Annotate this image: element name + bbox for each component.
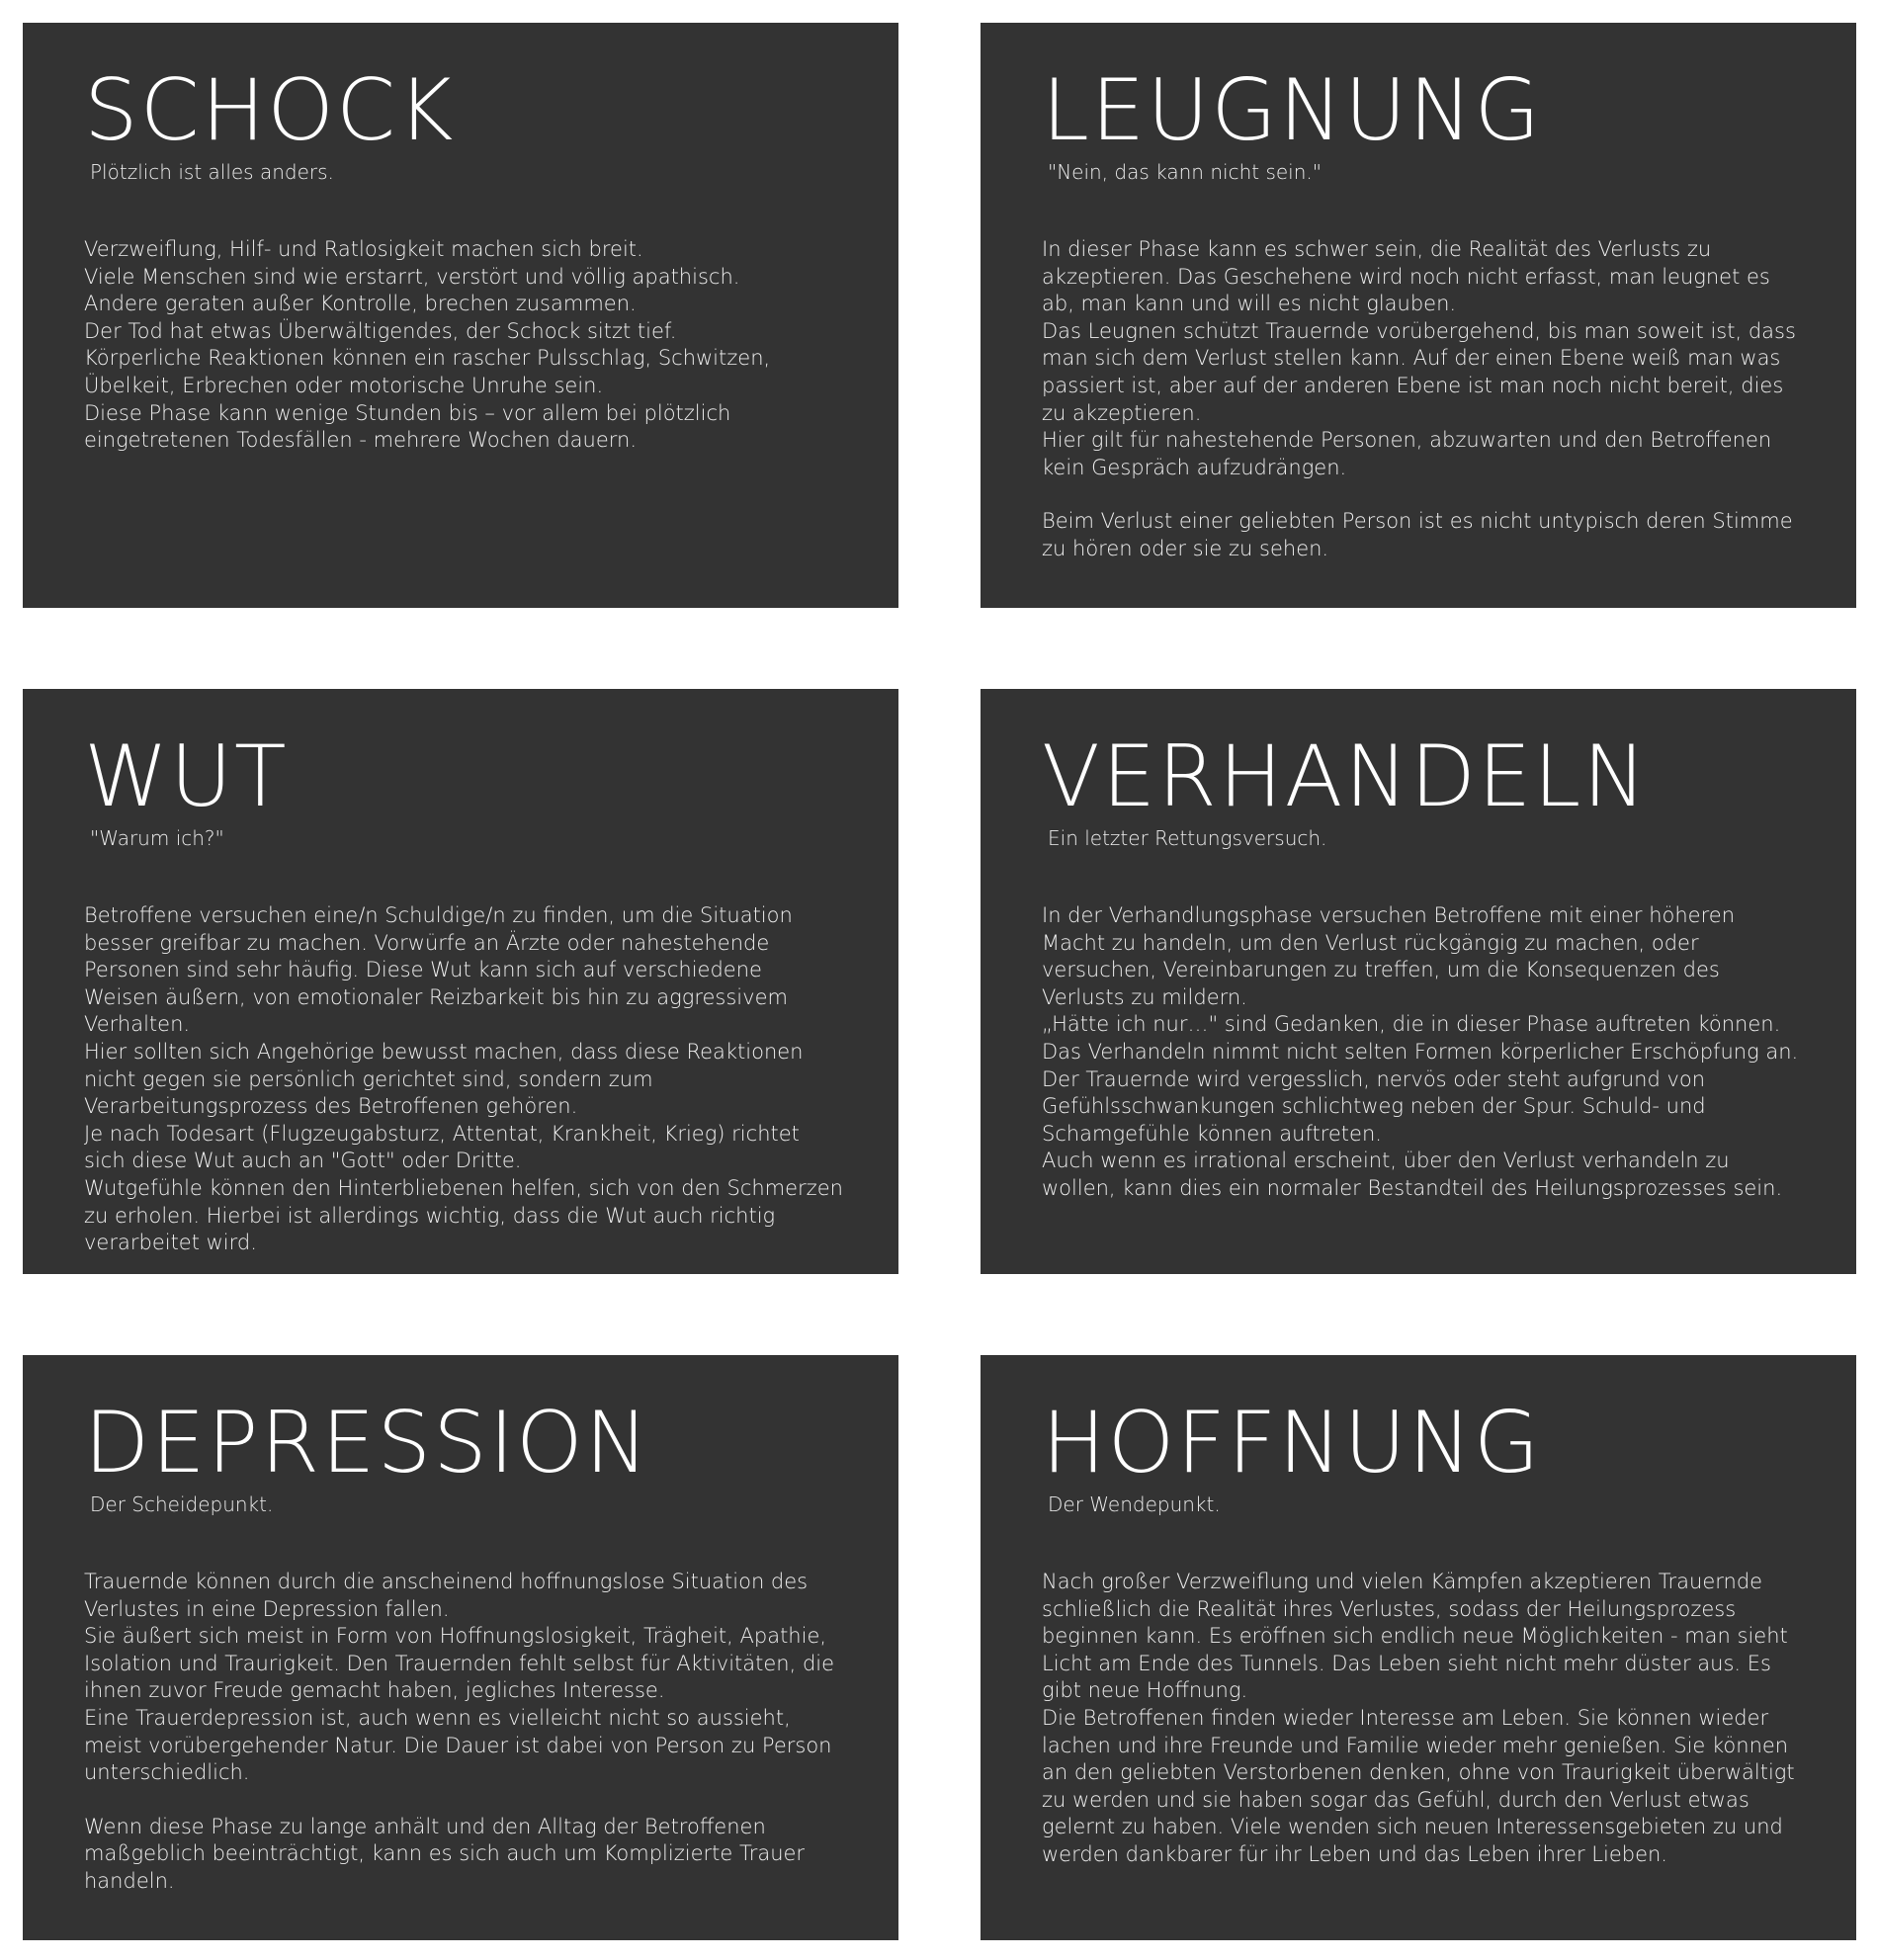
card-subtitle: Der Wendepunkt. [1048,1492,1221,1516]
card-body [1042,236,1801,563]
card-body-text: Verzweiflung, Hilf- und Ratlosigkeit machen sich breit. Viele Menschen sind wie erstarrt, verstört und völlig apathisch. Andere geraten außer Kontrolle, brechen zusammen. Der Tod hat etwas Überwältigendes, der Schock sitzt tief. Körperliche Reaktionen können ein rascher Pulsschlag, Schwitzen, Übelkeit, Erbrechen oder motorische Unruhe sein. Diese Phase kann wenige Stunden bis – vor allem bei plötzlich eingetretenen Todesfällen - mehrere Wochen dauern. [84,237,771,453]
card-denial [981,23,1856,608]
card-anger [23,689,898,1274]
card-body [84,236,843,455]
card-title: WUT [84,727,289,826]
card-subtitle: "Nein, das kann nicht sein." [1048,160,1322,184]
card-title: VERHANDELN [1042,727,1649,826]
card-subtitle: "Warum ich?" [90,826,224,850]
card-subtitle: Ein letzter Rettungsversuch. [1048,826,1327,850]
card-body-text: Nach großer Verzweiflung und vielen Kämpfen akzeptieren Trauernde schließlich die Realität ihres Verlustes, sodass der Heilungsprozess beginnen kann. Es eröffnen sich endlich neue Möglichkeiten - man sieht Licht am Ende des Tunnels. Das Leben sieht nicht mehr düster aus. Es gibt neue Hoffnung. Die Betroffenen finden wieder Interesse am Leben. Sie können wieder lachen und ihre Freunde und Familie wieder mehr genießen. Sie können an den geliebten Verstorbenen denken, ohne von Traurigkeit überwältigt zu werden und sie haben sogar das Gefühl, durch den Verlust etwas gelernt zu haben. Viele wenden sich neuen Interessensgebieten zu und werden dankbarer für ihr Leben und das Leben ihrer Lieben. [1042,1570,1795,1866]
card-subtitle: Der Scheidepunkt. [90,1492,274,1516]
card-title: HOFFNUNG [1042,1394,1542,1492]
card-body-text: In dieser Phase kann es schwer sein, die Realität des Verlusts zu akzeptieren. Das Geschehene wird noch nicht erfasst, man leugnet es ab, man kann und will es nicht glauben. Das Leugnen schützt Trauernde vorübergehend, bis man soweit ist, dass man sich dem Verlust stellen kann. Auf der einen Ebene weiß man was passiert ist, aber auf der anderen Ebene ist man noch nicht bereit, dies zu akzeptieren. Hier gilt für nahestehende Personen, abzuwarten und den Betroffenen kein Gespräch aufzudrängen. [1042,237,1796,479]
card-body-text: Trauernde können durch die anscheinend hoffnungslose Situation des Verlustes in eine Depression fallen. Sie äußert sich meist in Form von Hoffnungslosigkeit, Trägheit, Apathie, Isolation und Traurigkeit. Den Trauernden fehlt selbst für Aktivitäten, die ihnen zuvor Freude gemacht haben, jegliches Interesse. Eine Trauerdepression ist, auch wenn es vielleicht nicht so aussieht, meist vorübergehender Natur. Die Dauer ist dabei von Person zu Person unterschiedlich. [84,1570,835,1785]
card-body-text-extra: Beim Verlust einer geliebten Person ist es nicht untypisch deren Stimme zu hören oder sie zu sehen. [1042,509,1793,560]
card-body-text: Betroffene versuchen eine/n Schuldige/n zu finden, um die Situation besser greifbar zu machen. Vorwürfe an Ärzte oder nahestehende Personen sind sehr häufig. Diese Wut kann sich auf verschiedene Weisen äußern, von emotionaler Reizbarkeit bis hin zu aggressivem Verhalten. Hier sollten sich Angehörige bewusst machen, dass diese Reaktionen nicht gegen sie persönlich gerichtet sind, sondern zum Verarbeitungsprozess des Betroffenen gehören. Je nach Todesart (Flugzeugabsturz, Attentat, Krankheit, Krieg) richtet sich diese Wut auch an "Gott" oder Dritte. Wutgefühle können den Hinterbliebenen helfen, sich von den Schmerzen zu erholen. Hierbei ist allerdings wichtig, dass die Wut auch richtig verarbeitet wird. [84,903,843,1255]
card-hope [981,1355,1856,1940]
card-shock [23,23,898,608]
card-body-text-extra: Wenn diese Phase zu lange anhält und den Alltag der Betroffenen maßgeblich beeinträchtigt, kann es sich auch um Komplizierte Trauer handeln. [84,1814,806,1893]
card-title: LEUGNUNG [1042,61,1543,160]
card-body [1042,902,1801,1203]
card-subtitle: Plötzlich ist alles anders. [90,160,334,184]
card-body-text: In der Verhandlungsphase versuchen Betroffene mit einer höheren Macht zu handeln, um den Verlust rückgängig zu machen, oder versuchen, Vereinbarungen zu treffen, um die Konsequenzen des Verlusts zu mildern. „Hätte ich nur…" sind Gedanken, die in dieser Phase auftreten können. Das Verhandeln nimmt nicht selten Formen körperlicher Erschöpfung an. Der Trauernde wird vergesslich, nervös oder steht aufgrund von Gefühlsschwankungen schlichtweg neben der Spur. Schuld- und Schamgefühle können auftreten. Auch wenn es irrational erscheint, über den Verlust verhandeln zu wollen, kann dies ein normaler Bestandteil des Heilungsprozesses sein. [1042,903,1799,1200]
card-bargaining [981,689,1856,1274]
card-body [1042,1569,1801,1869]
card-body [84,1569,843,1896]
card-title: SCHOCK [84,61,456,160]
card-depression [23,1355,898,1940]
card-body [84,902,843,1257]
card-title: DEPRESSION [84,1394,651,1492]
